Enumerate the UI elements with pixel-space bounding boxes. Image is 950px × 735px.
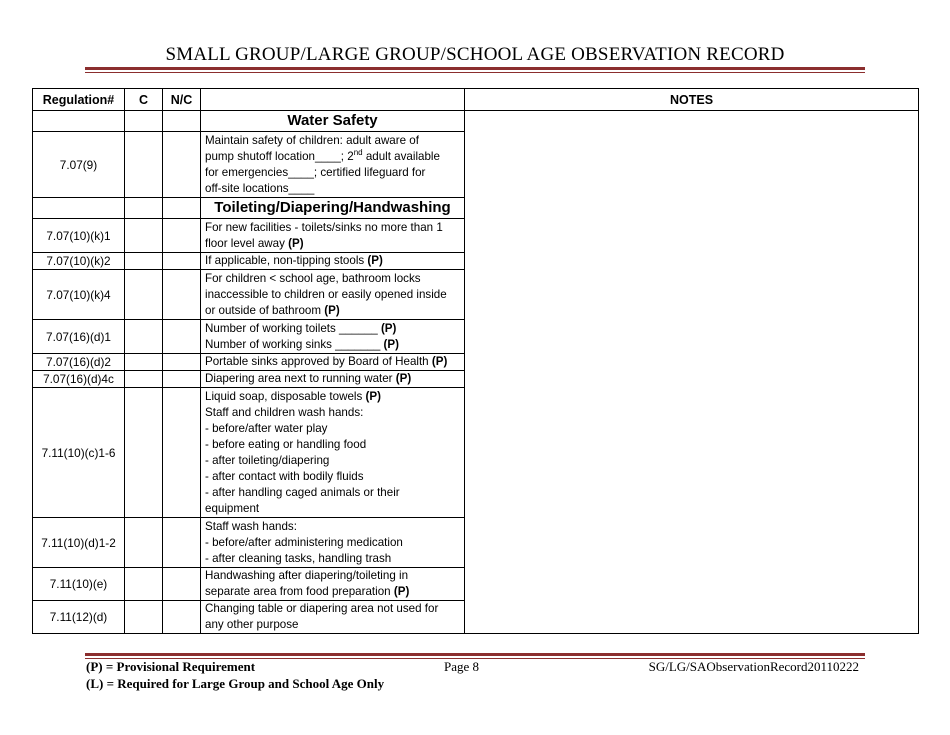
header-notes: NOTES <box>465 89 919 111</box>
footer-rule-thick <box>85 653 865 656</box>
regulation-number: 7.11(10)(d)1-2 <box>33 518 125 568</box>
nc-checkbox-cell[interactable] <box>163 111 201 132</box>
nc-checkbox-cell[interactable] <box>163 253 201 270</box>
requirement-text: For new facilities - toilets/sinks no more than 1 floor level away (P) <box>201 219 465 253</box>
c-checkbox-cell[interactable] <box>125 601 163 634</box>
nc-checkbox-cell[interactable] <box>163 132 201 198</box>
header-nc: N/C <box>163 89 201 111</box>
requirement-text: If applicable, non-tipping stools (P) <box>201 253 465 270</box>
c-checkbox-cell[interactable] <box>125 219 163 253</box>
requirement-text: Diapering area next to running water (P) <box>201 371 465 388</box>
c-checkbox-cell[interactable] <box>125 354 163 371</box>
header-item <box>201 89 465 111</box>
section-title-toileting: Toileting/Diapering/Handwashing <box>201 198 465 219</box>
nc-checkbox-cell[interactable] <box>163 270 201 320</box>
page-title: SMALL GROUP/LARGE GROUP/SCHOOL AGE OBSERVATION RECORD <box>165 44 785 65</box>
c-checkbox-cell[interactable] <box>125 111 163 132</box>
requirement-text: Number of working toilets ______ (P) Number of working sinks _______ (P) <box>201 320 465 354</box>
title-rule-thick <box>85 67 865 70</box>
regulation-number: 7.07(10)(k)2 <box>33 253 125 270</box>
nc-checkbox-cell[interactable] <box>163 518 201 568</box>
regulation-number: 7.07(16)(d)4c <box>33 371 125 388</box>
regulation-number: 7.11(10)(c)1-6 <box>33 388 125 518</box>
c-checkbox-cell[interactable] <box>125 518 163 568</box>
reg-cell <box>33 198 125 219</box>
regulation-number: 7.07(10)(k)4 <box>33 270 125 320</box>
c-checkbox-cell[interactable] <box>125 198 163 219</box>
c-checkbox-cell[interactable] <box>125 388 163 518</box>
requirement-text: Portable sinks approved by Board of Health (P) <box>201 354 465 371</box>
requirement-text: Staff wash hands: - before/after administering medication - after cleaning tasks, handling trash <box>201 518 465 568</box>
regulation-number: 7.07(10)(k)1 <box>33 219 125 253</box>
title-rule-thin <box>85 72 865 73</box>
requirement-text: Handwashing after diapering/toileting in separate area from food preparation (P) <box>201 568 465 601</box>
c-checkbox-cell[interactable] <box>125 320 163 354</box>
nc-checkbox-cell[interactable] <box>163 568 201 601</box>
regulation-number: 7.11(10)(e) <box>33 568 125 601</box>
requirement-text: For children < school age, bathroom locks inaccessible to children or easily opened inside or outside of bathroom (P) <box>201 270 465 320</box>
c-checkbox-cell[interactable] <box>125 270 163 320</box>
regulation-number: 7.11(12)(d) <box>33 601 125 634</box>
nc-checkbox-cell[interactable] <box>163 219 201 253</box>
nc-checkbox-cell[interactable] <box>163 198 201 219</box>
c-checkbox-cell[interactable] <box>125 568 163 601</box>
regulation-number: 7.07(16)(d)1 <box>33 320 125 354</box>
section-row-water-safety <box>33 111 919 132</box>
requirement-text: Liquid soap, disposable towels (P) Staff and children wash hands: - before/after water play - before eating or handling food - after toileting/diapering - after contact with bodily fluids - after handling caged animals or their equipment <box>201 388 465 518</box>
nc-checkbox-cell[interactable] <box>163 601 201 634</box>
nc-checkbox-cell[interactable] <box>163 371 201 388</box>
header-regulation: Regulation# <box>33 89 125 111</box>
observation-table <box>32 88 919 634</box>
nc-checkbox-cell[interactable] <box>163 320 201 354</box>
page-number: Page 8 <box>444 659 480 674</box>
regulation-number: 7.07(16)(d)2 <box>33 354 125 371</box>
footer-provisional-note: (P) = Provisional Requirement <box>86 659 256 674</box>
regulation-number: 7.07(9) <box>33 132 125 198</box>
requirement-text: Changing table or diapering area not used for any other purpose <box>201 601 465 634</box>
notes-cell[interactable] <box>465 111 919 634</box>
nc-checkbox-cell[interactable] <box>163 354 201 371</box>
footer-large-group-note: (L) = Required for Large Group and School Age Only <box>86 676 385 691</box>
c-checkbox-cell[interactable] <box>125 253 163 270</box>
document-id: SG/LG/SAObservationRecord20110222 <box>648 659 859 674</box>
nc-checkbox-cell[interactable] <box>163 388 201 518</box>
requirement-text: Maintain safety of children: adult aware of pump shutoff location____; 2nd adult available for emergencies____; certified lifeguard for off-site locations____ <box>201 132 465 198</box>
table-header-row <box>33 89 919 111</box>
section-title-water-safety: Water Safety <box>201 111 465 132</box>
reg-cell <box>33 111 125 132</box>
c-checkbox-cell[interactable] <box>125 132 163 198</box>
header-c: C <box>125 89 163 111</box>
c-checkbox-cell[interactable] <box>125 371 163 388</box>
